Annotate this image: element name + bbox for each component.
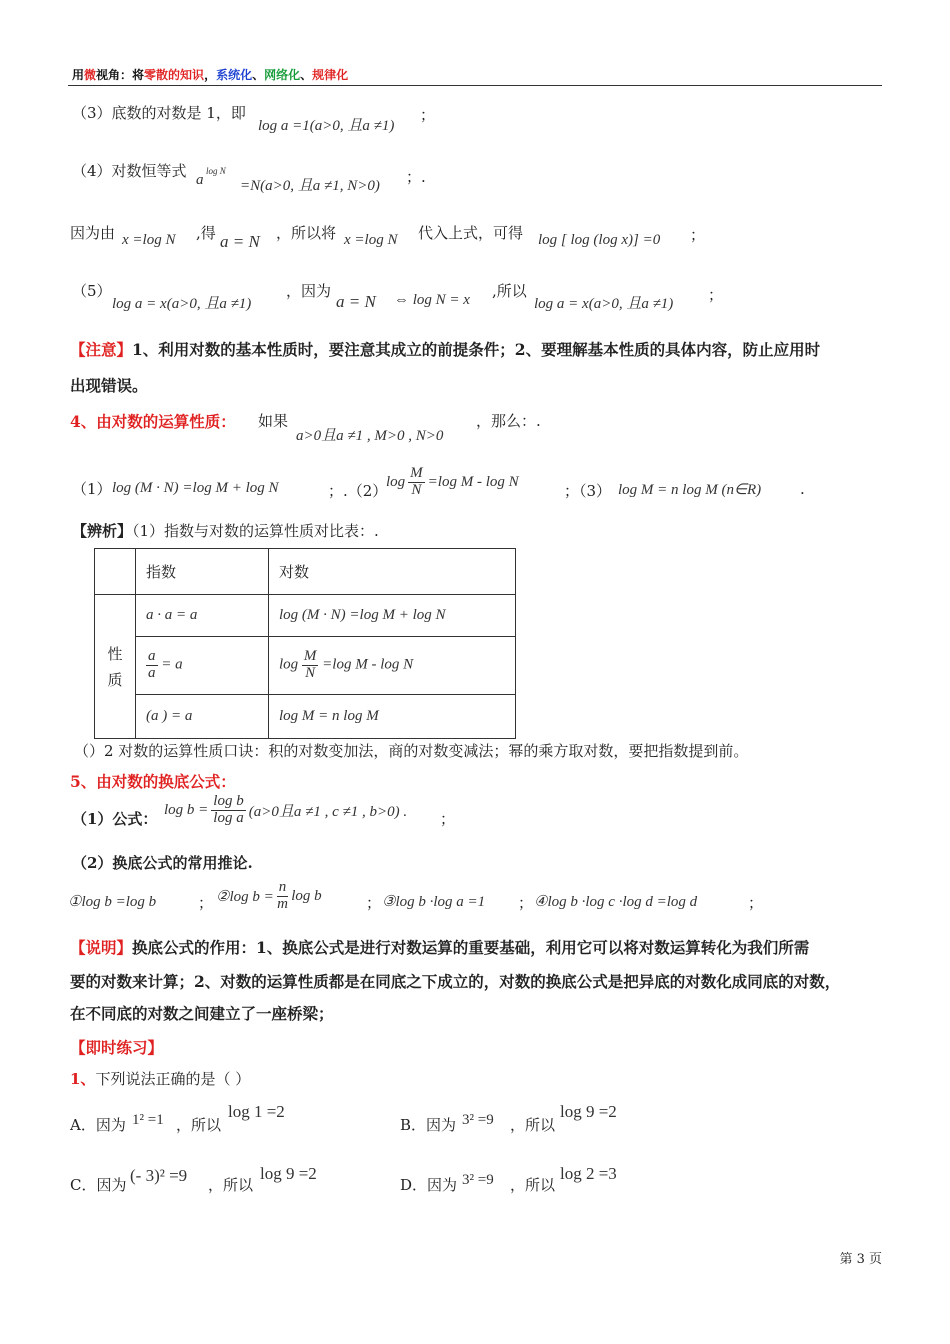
option-d-premise: 3² =9 xyxy=(462,1172,494,1188)
because-formula-3: x =log N xyxy=(344,232,398,248)
option-c-label: C．因为 xyxy=(70,1176,127,1194)
rule-1-formula: log (M · N) =log M + log N xyxy=(112,480,279,496)
option-d-text: ，所以 xyxy=(510,1176,556,1194)
formula-tail: ； xyxy=(440,810,456,828)
inference-4: ④log b ·log c ·log d =log d xyxy=(534,894,698,910)
rule-2-label: ；.（2） xyxy=(328,482,388,500)
mnemonic: （）2 对数的运算性质口诀：积的对数变加法，商的对数变减法；幂的乘方取对数，要把指数提到前。 xyxy=(74,742,749,760)
rule-2-formula: log $\frac{M}{N}$ =log M - log N xyxy=(386,465,519,498)
property-3-formula: log a =1(a>0, 且a ≠1) xyxy=(258,118,395,134)
inference-sep-4: ； xyxy=(748,894,764,912)
property-5-label: （5） xyxy=(72,282,112,300)
rule-1-label: （1） xyxy=(72,480,112,498)
analysis-line: 【辨析】（1）指数与对数的运算性质对比表：. xyxy=(72,522,379,540)
property-4-exponent: log N xyxy=(206,166,226,176)
header-rule xyxy=(68,85,882,86)
option-b-label: B．因为 xyxy=(400,1116,457,1134)
inference-3: ③log b ·log a =1 xyxy=(382,894,486,910)
section-4-text: 如果 xyxy=(258,412,289,430)
change-of-base-formula: log b = $\frac{\text{log b}}{\text{log a}}$ (a>0且a ≠1 , c ≠1 , b>0) . xyxy=(164,793,408,826)
note-paragraph-line2: 出现错误。 xyxy=(70,376,148,395)
table-r3-exponent: (a ) = a xyxy=(136,695,269,739)
because-tail: ； xyxy=(690,226,706,244)
explanation-line-1: 【说明】换底公式的作用：1、换底公式是进行对数运算的重要基础，利用它可以将对数运算转化为我们所需 xyxy=(70,938,810,957)
table-r1-exponent: a · a = a xyxy=(136,595,269,637)
inference-1: ①log b =log b xyxy=(68,894,157,910)
property-3-tail: ； xyxy=(420,106,436,124)
rule-3-tail: . xyxy=(800,480,805,498)
property-3-label: （3）底数的对数是 1，即 xyxy=(72,104,246,122)
property-5-text-1: ，因为 xyxy=(286,282,332,300)
property-4-tail: ；. xyxy=(406,168,426,186)
explanation-line-3: 在不同底的对数之间建立了一座桥梁； xyxy=(70,1004,334,1023)
table-r2-exponent: $\frac{a}{a}$ = a xyxy=(136,637,269,695)
rule-3-label: ；（3） xyxy=(564,482,612,500)
analysis-tag: 【辨析】 xyxy=(72,522,133,540)
header-slogan: 用微视角：将零散的知识，系统化、网络化、规律化 xyxy=(72,68,349,82)
comparison-table xyxy=(94,548,516,739)
option-d-conclusion: log 2 =3 xyxy=(560,1164,617,1183)
property-5-formula-1: log a = x(a>0, 且a ≠1) xyxy=(112,296,252,312)
property-5-formula-4: log a = x(a>0, 且a ≠1) xyxy=(534,296,674,312)
option-a-text: ，所以 xyxy=(176,1116,222,1134)
property-4-label: （4）对数恒等式 xyxy=(72,162,187,180)
inference-2: ②log b = $\frac{n}{m}$ log b xyxy=(216,879,322,912)
option-c-conclusion: log 9 =2 xyxy=(260,1164,317,1183)
because-formula-2: a = N xyxy=(220,232,260,251)
table-r1-log: log (M · N) =log M + log N xyxy=(269,595,516,637)
option-a-conclusion: log 1 =2 xyxy=(228,1102,285,1121)
note-tag: 【注意】 xyxy=(70,340,133,359)
property-4-formula: =N(a>0, 且a ≠1, N>0) xyxy=(240,178,380,194)
option-c-text: ，所以 xyxy=(208,1176,254,1194)
option-d-label: D．因为 xyxy=(400,1176,458,1194)
property-5-tail: ； xyxy=(708,286,724,304)
option-b-premise: 3² =9 xyxy=(462,1112,494,1128)
because-text-4: 代入上式，可得 xyxy=(418,224,524,242)
table-corner xyxy=(95,549,136,595)
because-text-3: ，所以将 xyxy=(276,224,337,242)
section-4-tail: ，那么：. xyxy=(476,412,541,430)
rule-3-formula: log M = n log M (n∈R) xyxy=(618,482,762,498)
note-paragraph: 【注意】1、利用对数的基本性质时，要注意其成立的前提条件；2、要理解基本性质的具体内容，防止应用时 xyxy=(70,340,821,359)
option-b-conclusion: log 9 =2 xyxy=(560,1102,617,1121)
table-side-label: 性质 xyxy=(95,595,136,739)
practice-title: 【即时练习】 xyxy=(70,1038,164,1057)
option-b-text: ，所以 xyxy=(510,1116,556,1134)
property-5-text-2: ,所以 xyxy=(492,282,527,300)
property-4-base: a xyxy=(196,172,204,188)
table-header-log: 对数 xyxy=(269,549,516,595)
because-formula-4: log [ log (log x)] =0 xyxy=(538,232,661,248)
table-r2-log: log $\frac{M}{N}$ =log M - log N xyxy=(269,637,516,695)
option-a-label: A．因为 xyxy=(70,1116,126,1134)
because-text-2: ,得 xyxy=(196,224,216,242)
property-5-formula-3: ⇔ log N = x xyxy=(394,292,470,308)
inference-sep-3: ； xyxy=(518,894,534,912)
option-a-premise: 1² =1 xyxy=(132,1112,164,1128)
inference-sep-1: ； xyxy=(198,894,214,912)
table-r3-log: log M = n log M xyxy=(269,695,516,739)
section-4-title: 4、由对数的运算性质： xyxy=(70,412,236,431)
page-number: 第 3 页 xyxy=(839,1252,882,1267)
because-formula-1: x =log N xyxy=(122,232,176,248)
option-c-premise: (- 3)² =9 xyxy=(130,1166,188,1185)
explanation-line-2: 要的对数来计算；2、对数的运算性质都是在同底之下成立的，对数的换底公式是把异底的对数化成同底的对数， xyxy=(70,972,841,991)
property-5-formula-2: a = N xyxy=(336,292,376,311)
table-header-exponent: 指数 xyxy=(136,549,269,595)
section-5-title: 5、由对数的换底公式： xyxy=(70,772,236,791)
question-1: 1、下列说法正确的是（ ） xyxy=(70,1070,251,1088)
section-4-conditions: a>0且a ≠1 , M>0 , N>0 xyxy=(296,428,444,444)
because-text-1: 因为由 xyxy=(70,224,116,242)
inference-sep-2: ； xyxy=(366,894,382,912)
inference-label: （2）换底公式的常用推论. xyxy=(72,854,253,872)
formula-label: （1）公式： xyxy=(72,810,158,828)
explanation-tag: 【说明】 xyxy=(70,938,133,957)
